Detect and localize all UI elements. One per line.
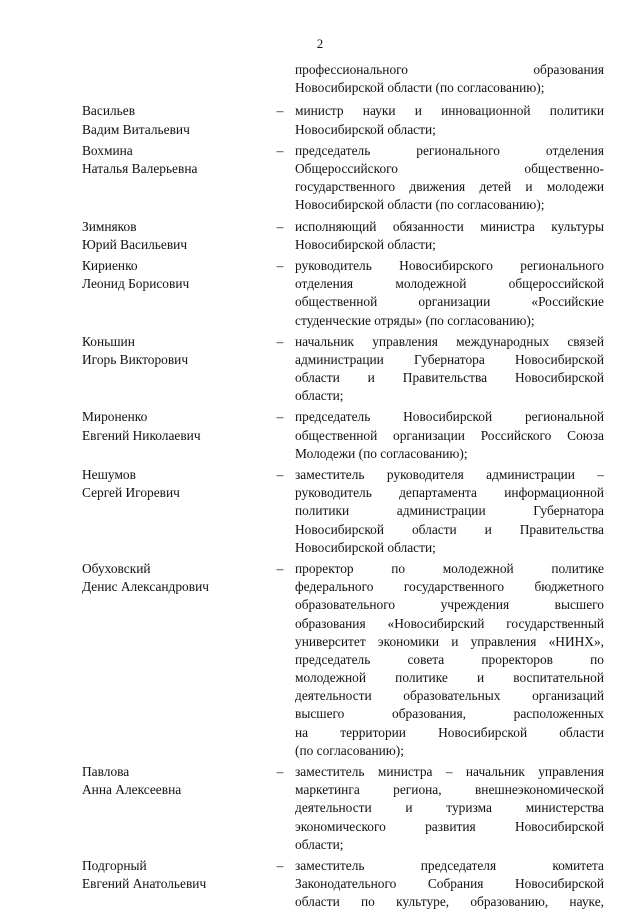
- member-entry: [82, 466, 604, 557]
- member-name: [82, 142, 265, 215]
- member-name: [82, 102, 265, 138]
- dash-separator: –: [276, 764, 284, 779]
- description-line: председатель совета проректоров по: [295, 651, 604, 667]
- member-name: [82, 333, 265, 406]
- member-name: [82, 560, 265, 760]
- member-entry: [82, 560, 604, 760]
- description-line: исполняющий обязанности министра культуры: [295, 218, 604, 234]
- description-line: студенческие отряды» (по согласованию);: [295, 312, 535, 328]
- member-surname: Мироненко: [82, 409, 148, 425]
- member-surname: Коньшин: [82, 333, 135, 349]
- dash-separator: –: [276, 857, 284, 873]
- member-surname: Обуховский: [82, 560, 151, 576]
- description-line: министр науки и инновационной политики: [295, 103, 604, 119]
- description-line: председатель Новосибирской региональной: [295, 409, 604, 425]
- description-line: политики администрации Губернатора: [295, 503, 604, 519]
- member-position: [295, 142, 604, 215]
- member-entry: [82, 857, 604, 912]
- description-line: федерального государственного бюджетного: [295, 579, 604, 595]
- member-position: [295, 408, 604, 463]
- dash-separator: –: [276, 142, 284, 158]
- description-line: заместитель министра – начальник управления: [295, 764, 604, 779]
- member-position: [295, 466, 604, 557]
- description-line: высшего образования, расположенных: [295, 706, 604, 722]
- member-entry: [82, 257, 604, 330]
- description-line: Законодательного Собрания Новосибирской: [295, 876, 604, 892]
- description-line: руководитель Новосибирского регионального: [295, 257, 604, 273]
- continued-description: [295, 61, 604, 97]
- dash-separator: –: [276, 218, 284, 234]
- description-line: профессионального образования: [295, 62, 604, 77]
- description-line: экономического развития Новосибирской: [295, 818, 604, 834]
- description-line: проректор по молодежной политике: [295, 560, 604, 576]
- member-position: [295, 857, 604, 912]
- description-line: начальник управления международных связей: [295, 333, 604, 349]
- member-entry: [82, 408, 604, 463]
- dash-separator: –: [276, 333, 284, 349]
- member-entry: [82, 218, 604, 254]
- continued-entry: [82, 61, 604, 97]
- page-number: 2: [316, 36, 324, 51]
- description-line: образовательного учреждения высшего: [295, 597, 604, 613]
- description-line: общественной организации «Российские: [295, 294, 604, 310]
- description-line: Общероссийского общественно-: [295, 160, 604, 176]
- dash-separator: –: [276, 467, 284, 482]
- description-line: заместитель председателя комитета: [295, 857, 604, 873]
- member-given-names: Леонид Борисович: [82, 276, 190, 292]
- description-line: области;: [295, 836, 344, 852]
- dash-separator: –: [276, 560, 284, 576]
- member-name: [82, 763, 265, 854]
- description-line: общественной организации Российского Союза: [295, 427, 604, 443]
- description-line: руководитель департамента информационной: [295, 485, 604, 501]
- member-given-names: Сергей Игоревич: [82, 485, 180, 501]
- description-line: университет экономики и управления «НИНХ»,: [295, 633, 604, 649]
- description-line: области;: [295, 388, 344, 404]
- dash-separator: –: [276, 257, 284, 273]
- member-position: [295, 333, 604, 406]
- description-line: председатель регионального отделения: [295, 142, 604, 158]
- member-position: [295, 218, 604, 254]
- description-line: Новосибирской области;: [295, 236, 436, 252]
- member-surname: Нешумов: [82, 467, 136, 482]
- member-position: [295, 102, 604, 138]
- members-list: [82, 61, 604, 915]
- member-name: [82, 408, 265, 463]
- description-line: образования «Новосибирский государственный: [295, 615, 604, 631]
- description-line: Новосибирской области;: [295, 121, 436, 137]
- description-line: администрации Губернатора Новосибирской: [295, 351, 604, 367]
- member-given-names: Вадим Витальевич: [82, 121, 190, 137]
- member-entry: [82, 142, 604, 215]
- member-entry: [82, 333, 604, 406]
- member-given-names: Юрий Васильевич: [82, 236, 188, 252]
- description-line: Новосибирской области (по согласованию);: [295, 80, 545, 96]
- description-line: маркетинга региона, внешнеэкономической: [295, 782, 604, 798]
- description-line: государственного движения детей и молодежи: [295, 179, 604, 195]
- member-given-names: Денис Александрович: [82, 579, 209, 595]
- description-line: Новосибирской области;: [295, 539, 436, 555]
- description-line: заместитель руководителя администрации –: [295, 467, 604, 482]
- member-given-names: Евгений Николаевич: [82, 427, 201, 443]
- member-surname: Кириенко: [82, 257, 138, 273]
- member-name: [82, 257, 265, 330]
- member-position: [295, 763, 604, 854]
- description-line: Новосибирской области (по согласованию);: [295, 197, 545, 213]
- member-position: [295, 560, 604, 760]
- description-line: (по согласованию);: [295, 742, 404, 758]
- member-position: [295, 257, 604, 330]
- description-line: деятельности и туризма министерства: [295, 800, 604, 816]
- member-given-names: Анна Алексеевна: [82, 782, 182, 798]
- member-surname: Вохмина: [82, 142, 133, 158]
- description-line: области по культуре, образованию, науке,: [295, 894, 604, 910]
- member-given-names: Наталья Валерьевна: [82, 160, 198, 176]
- member-surname: Зимняков: [82, 218, 137, 234]
- member-surname: Васильев: [82, 103, 136, 119]
- member-entry: [82, 102, 604, 138]
- description-line: области и Правительства Новосибирской: [295, 370, 604, 386]
- member-name: [82, 466, 265, 557]
- description-line: Молодежи (по согласованию);: [295, 445, 468, 461]
- member-entry: [82, 763, 604, 854]
- dash-separator: –: [276, 103, 284, 119]
- member-given-names: Игорь Викторович: [82, 351, 189, 367]
- description-line: отделения молодежной общероссийской: [295, 276, 604, 292]
- member-surname: Павлова: [82, 764, 130, 779]
- description-line: деятельности образовательных организаций: [295, 688, 604, 704]
- dash-separator: –: [276, 409, 284, 425]
- description-line: Новосибирской области и Правительства: [295, 521, 604, 537]
- member-name: [82, 857, 265, 912]
- description-line: на территории Новосибирской области: [295, 724, 604, 740]
- member-surname: Подгорный: [82, 857, 147, 873]
- description-line: молодежной политике и воспитательной: [295, 670, 604, 686]
- member-name: [82, 218, 265, 254]
- member-given-names: Евгений Анатольевич: [82, 876, 207, 892]
